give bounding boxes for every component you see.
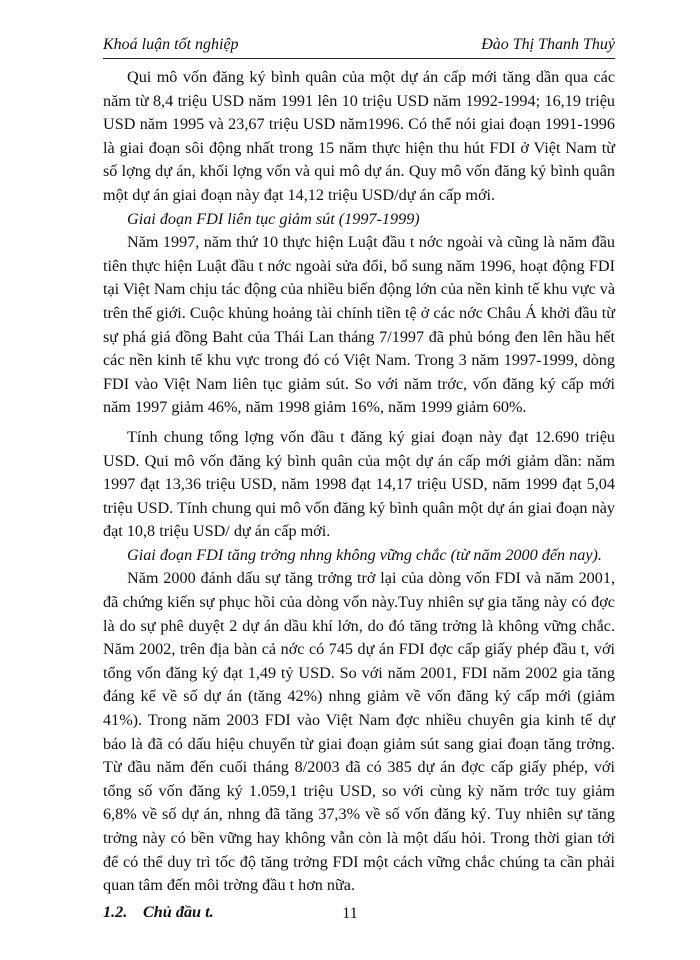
header-thesis-title: Khoá luận tốt nghiệp: [103, 36, 239, 53]
section-number: 1.2.: [103, 902, 128, 921]
page-header: [103, 36, 615, 59]
header-author: Đào Thị Thanh Thuỷ: [481, 36, 615, 53]
page-body: [103, 66, 615, 924]
subheading-decline-period: Giai đoạn FDI liên tục giảm sút (1997-1999): [127, 209, 420, 228]
section-title: Chủ đầu t.: [143, 902, 214, 921]
paragraph-total-capital: Tính chung tổng lợng vốn đầu t đăng ký giai đoạn này đạt 12.690 triệu USD. Qui mô vốn đăng ký bình quân của một dự án cấp mới giảm dần: năm 1997 đạt 13,36 triệu USD, năm 1998 đạt 14,17 triệu USD, năm 1999 đạt 5,04 triệu USD. Tính chung qui mô vốn đăng ký bình quân một dự án giai đoạn này đạt 10,8 triệu USD/ dự án cấp mới.: [103, 427, 615, 541]
subheading-growth-period: Giai đoạn FDI tăng trởng nhng không vững chắc (từ năm 2000 đến nay).: [127, 545, 602, 564]
paragraph-asian-crisis: Năm 1997, năm thứ 10 thực hiện Luật đầu t nớc ngoài và cũng là năm đầu tiên thực hiện Luật đầu t nớc ngoài sửa đổi, bổ sung năm 1996, hoạt động FDI tại Việt Nam chịu tác động của nhiều biến động lớn của nền kinh tế khu vực và trên thế giới. Cuộc khủng hoảng tài chính tiền tệ ở các nớc Châu Á khởi đầu từ sự phá giá đồng Baht của Thái Lan tháng 7/1997 đã phủ bóng đen lên hầu hết các nền kinh tế khu vực trong đó có Việt Nam. Trong 3 năm 1997-1999, dòng FDI vào Việt Nam liên tục giảm sút. So với năm trớc, vốn đăng ký cấp mới năm 1997 giảm 46%, năm 1998 giảm 16%, năm 1999 giảm 60%.: [103, 233, 615, 417]
paragraph-project-scale: Qui mô vốn đăng ký bình quân của một dự án cấp mới tăng dần qua các năm từ 8,4 triệu USD năm 1991 lên 10 triệu USD năm 1992-1994; 16,19 triệu USD năm 1995 và 23,67 triệu USD năm1996. Có thể nói giai đoạn 1991-1996 là giai đoạn sôi động nhất trong 15 năm thực hiện thu hút FDI ở Việt Nam từ số lợng dự án, khối lợng vốn và qui mô dự án. Quy mô vốn đăng ký bình quân một dự án giai đoạn này đạt 14,12 triệu USD/dự án cấp mới.: [103, 68, 615, 204]
paragraph-growth-2000: Năm 2000 đánh dấu sự tăng trởng trở lại của dòng vốn FDI và năm 2001, đã chứng kiến sự phục hồi của dòng vốn này.Tuy nhiên sự gia tăng này có đợc là do sự phê duyệt 2 dự án dầu khí lớn, do đó tăng trởng là không vững chắc. Năm 2002, trên địa bàn cả nớc có 745 dự án FDI đợc cấp giấy phép đầu t, với tổng vốn đăng ký đạt 1,49 tỷ USD. So với năm 2001, FDI năm 2002 gia tăng đáng kể về số dự án (tăng 42%) nhng giảm về vốn đăng ký cấp mới (giảm 41%). Trong năm 2003 FDI vào Việt Nam đợc nhiều chuyên gia kinh tế dự báo là đã có dấu hiệu chuyển từ giai đoạn giảm sút sang giai đoạn tăng trởng. Từ đầu năm đến cuối tháng 8/2003 đã có 385 dự án đợc cấp giấy phép, với tổng số vốn đăng ký 1.059,1 triệu USD, so với cùng kỳ năm trớc tuy giảm 6,8% về số dự án, nhng đã tăng 37,3% về số vốn đăng ký. Tuy nhiên sự tăng trởng này có bền vững hay không vẫn còn là một dấu hỏi. Trong thời gian tới để có thể duy trì tốc độ tăng trởng FDI một cách vững chắc chúng ta cần phải quan tâm đến môi trờng đầu t hơn nữa.: [103, 569, 615, 895]
page-number: 11: [342, 905, 358, 922]
